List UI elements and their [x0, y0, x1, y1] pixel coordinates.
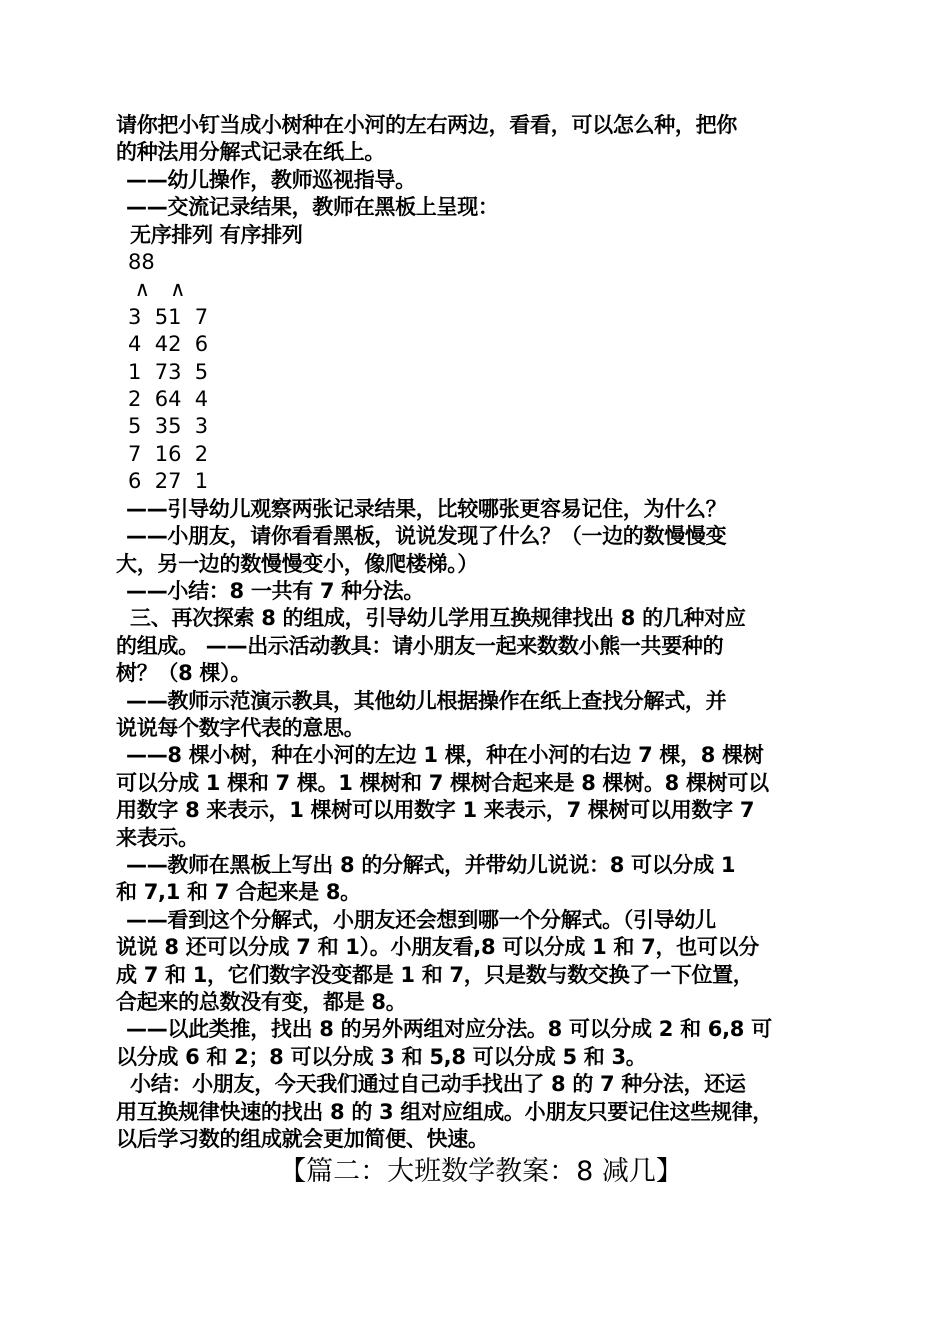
paragraph-line: ——以此类推，找出 8 的另外两组对应分法。8 可以分成 2 和 6,8 可 — [126, 1017, 772, 1042]
table-row: 5 35 3 — [128, 414, 209, 439]
paragraph-line: 说说 8 还可以分成 7 和 1）。小朋友看,8 可以分成 1 和 7，也可以分 — [116, 935, 759, 960]
document-page — [116, 112, 846, 1189]
paragraph-line: ——教师示范演示教具，其他幼儿根据操作在纸上查找分解式，并 — [126, 688, 727, 713]
table-header: 无序排列 有序排列 — [130, 222, 303, 247]
paragraph-line: ——小朋友，请你看看黑板，说说发现了什么？（一边的数慢慢变 — [126, 524, 727, 549]
paragraph-line: 合起来的总数没有变，都是 8。 — [116, 990, 407, 1014]
paragraph-line: ——8 棵小树，种在小河的左边 1 棵，种在小河的右边 7 棵，8 棵树 — [126, 743, 764, 768]
paragraph-line: ——交流记录结果，教师在黑板上呈现： — [126, 195, 499, 220]
table-row: 4 42 6 — [128, 332, 209, 357]
table-row: ∧ ∧ — [128, 277, 186, 302]
paragraph-line: 的种法用分解式记录在纸上。 — [116, 140, 386, 165]
paragraph-line: ——幼儿操作，教师巡视指导。 — [126, 167, 416, 192]
paragraph-line: 成 7 和 1，它们数字没变都是 1 和 7，只是数与数交换了一下位置， — [116, 962, 754, 987]
paragraph-line: ——小结：8 一共有 7 种分法。 — [126, 578, 425, 603]
paragraph-line: 以分成 6 和 2；8 可以分成 3 和 5,8 可以分成 5 和 3。 — [116, 1044, 647, 1069]
paragraph-line: ——引导幼儿观察两张记录结果，比较哪张更容易记住，为什么？ — [126, 496, 727, 521]
paragraph-line: 以后学习数的组成就会更加简便、快速。 — [116, 1127, 489, 1152]
table-row: 7 16 2 — [128, 441, 209, 466]
paragraph-line: 用数字 8 来表示，1 棵树可以用数字 1 来表示，7 棵树可以用数字 7 — [116, 798, 755, 823]
paragraph-line: 和 7,1 和 7 合起来是 8。 — [116, 880, 361, 905]
table-row: 6 27 1 — [128, 469, 209, 494]
table-row: 3 51 7 — [128, 304, 209, 329]
paragraph-line: ——看到这个分解式，小朋友还会想到哪一个分解式。（引导幼儿 — [126, 907, 716, 932]
paragraph-line: 三、再次探索 8 的组成，引导幼儿学用互换规律找出 8 的几种对应 — [130, 606, 746, 631]
paragraph-line: 说说每个数字代表的意思。 — [116, 715, 365, 740]
table-row: 2 64 4 — [128, 387, 209, 412]
paragraph-line: ——教师在黑板上写出 8 的分解式，并带幼儿说说：8 可以分成 1 — [126, 852, 736, 877]
paragraph-line: 树？（8 棵）。 — [116, 661, 252, 686]
paragraph-line: 可以分成 1 棵和 7 棵。1 棵树和 7 棵树合起来是 8 棵树。8 棵树可以 — [116, 770, 769, 795]
paragraph-line: 请你把小钉当成小树种在小河的左右两边，看看，可以怎么种，把你 — [116, 113, 737, 137]
table-row: 1 73 5 — [128, 359, 209, 384]
paragraph-line: 来表示。 — [116, 825, 199, 850]
paragraph-line: 用互换规律快速的找出 8 的 3 组对应组成。小朋友只要记住这些规律， — [116, 1099, 773, 1124]
table-row: 88 — [128, 250, 155, 275]
paragraph-line: 大，另一边的数慢慢变小，像爬楼梯。） — [116, 551, 479, 576]
section-heading: 【篇二：大班数学教案：8 减几】 — [279, 1156, 683, 1188]
paragraph-line: 的组成。 ——出示活动教具：请小朋友一起来数数小熊一共要种的 — [116, 633, 724, 658]
paragraph-line: 小结：小朋友，今天我们通过自己动手找出了 8 的 7 种分法，还运 — [130, 1072, 746, 1097]
